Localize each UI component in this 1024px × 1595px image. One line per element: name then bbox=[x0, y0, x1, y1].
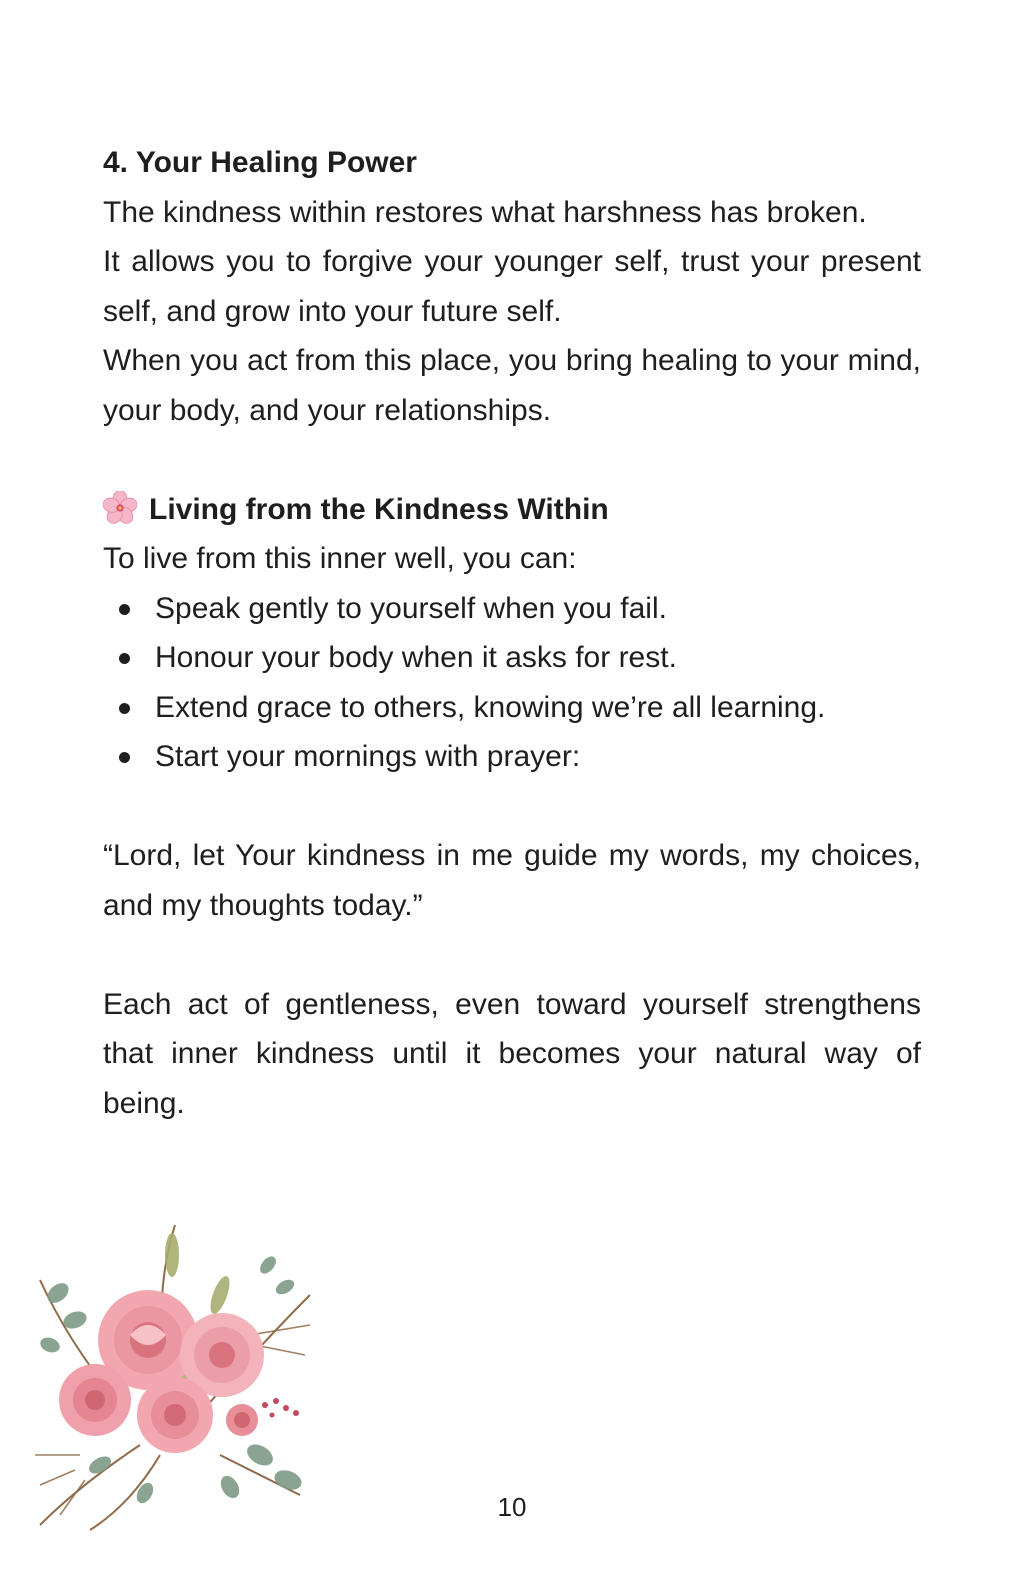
cherry-blossom-icon bbox=[103, 491, 137, 525]
prayer-quote: “Lord, let Your kindness in me guide my words, my choices, and my thoughts today.” bbox=[103, 839, 921, 922]
spacer bbox=[103, 930, 921, 980]
list-item: Extend grace to others, knowing we’re all learning. bbox=[103, 683, 921, 733]
bullet-icon bbox=[119, 653, 130, 664]
list-item: Honour your body when it asks for rest. bbox=[103, 633, 921, 683]
section-heading-living bbox=[103, 485, 921, 535]
paragraph: It allows you to forgive your younger self, trust your present self, and grow into your future self. bbox=[103, 245, 921, 328]
section-heading-healing-power: 4. Your Healing Power bbox=[103, 146, 417, 179]
paragraph: When you act from this place, you bring healing to your mind, your body, and your relationships. bbox=[103, 344, 921, 427]
spacer bbox=[103, 435, 921, 485]
floral-bouquet-icon bbox=[20, 1225, 330, 1535]
closing-paragraph: Each act of gentleness, even toward yourself strengthens that inner kindness until it becomes your natural way of being. bbox=[103, 987, 921, 1120]
page-number: 10 bbox=[497, 1492, 527, 1522]
bullet-list bbox=[103, 584, 921, 782]
page-content bbox=[103, 138, 921, 1128]
paragraph: The kindness within restores what harshness has broken. bbox=[103, 195, 867, 229]
list-item: Speak gently to yourself when you fail. bbox=[103, 584, 921, 634]
spacer bbox=[103, 782, 921, 832]
bullet-icon bbox=[119, 703, 130, 714]
intro-line: To live from this inner well, you can: bbox=[103, 542, 577, 575]
bullet-icon bbox=[119, 752, 130, 763]
bullet-icon bbox=[119, 604, 130, 615]
list-item: Start your mornings with prayer: bbox=[103, 732, 921, 782]
section-heading-label: Living from the Kindness Within bbox=[149, 492, 609, 526]
